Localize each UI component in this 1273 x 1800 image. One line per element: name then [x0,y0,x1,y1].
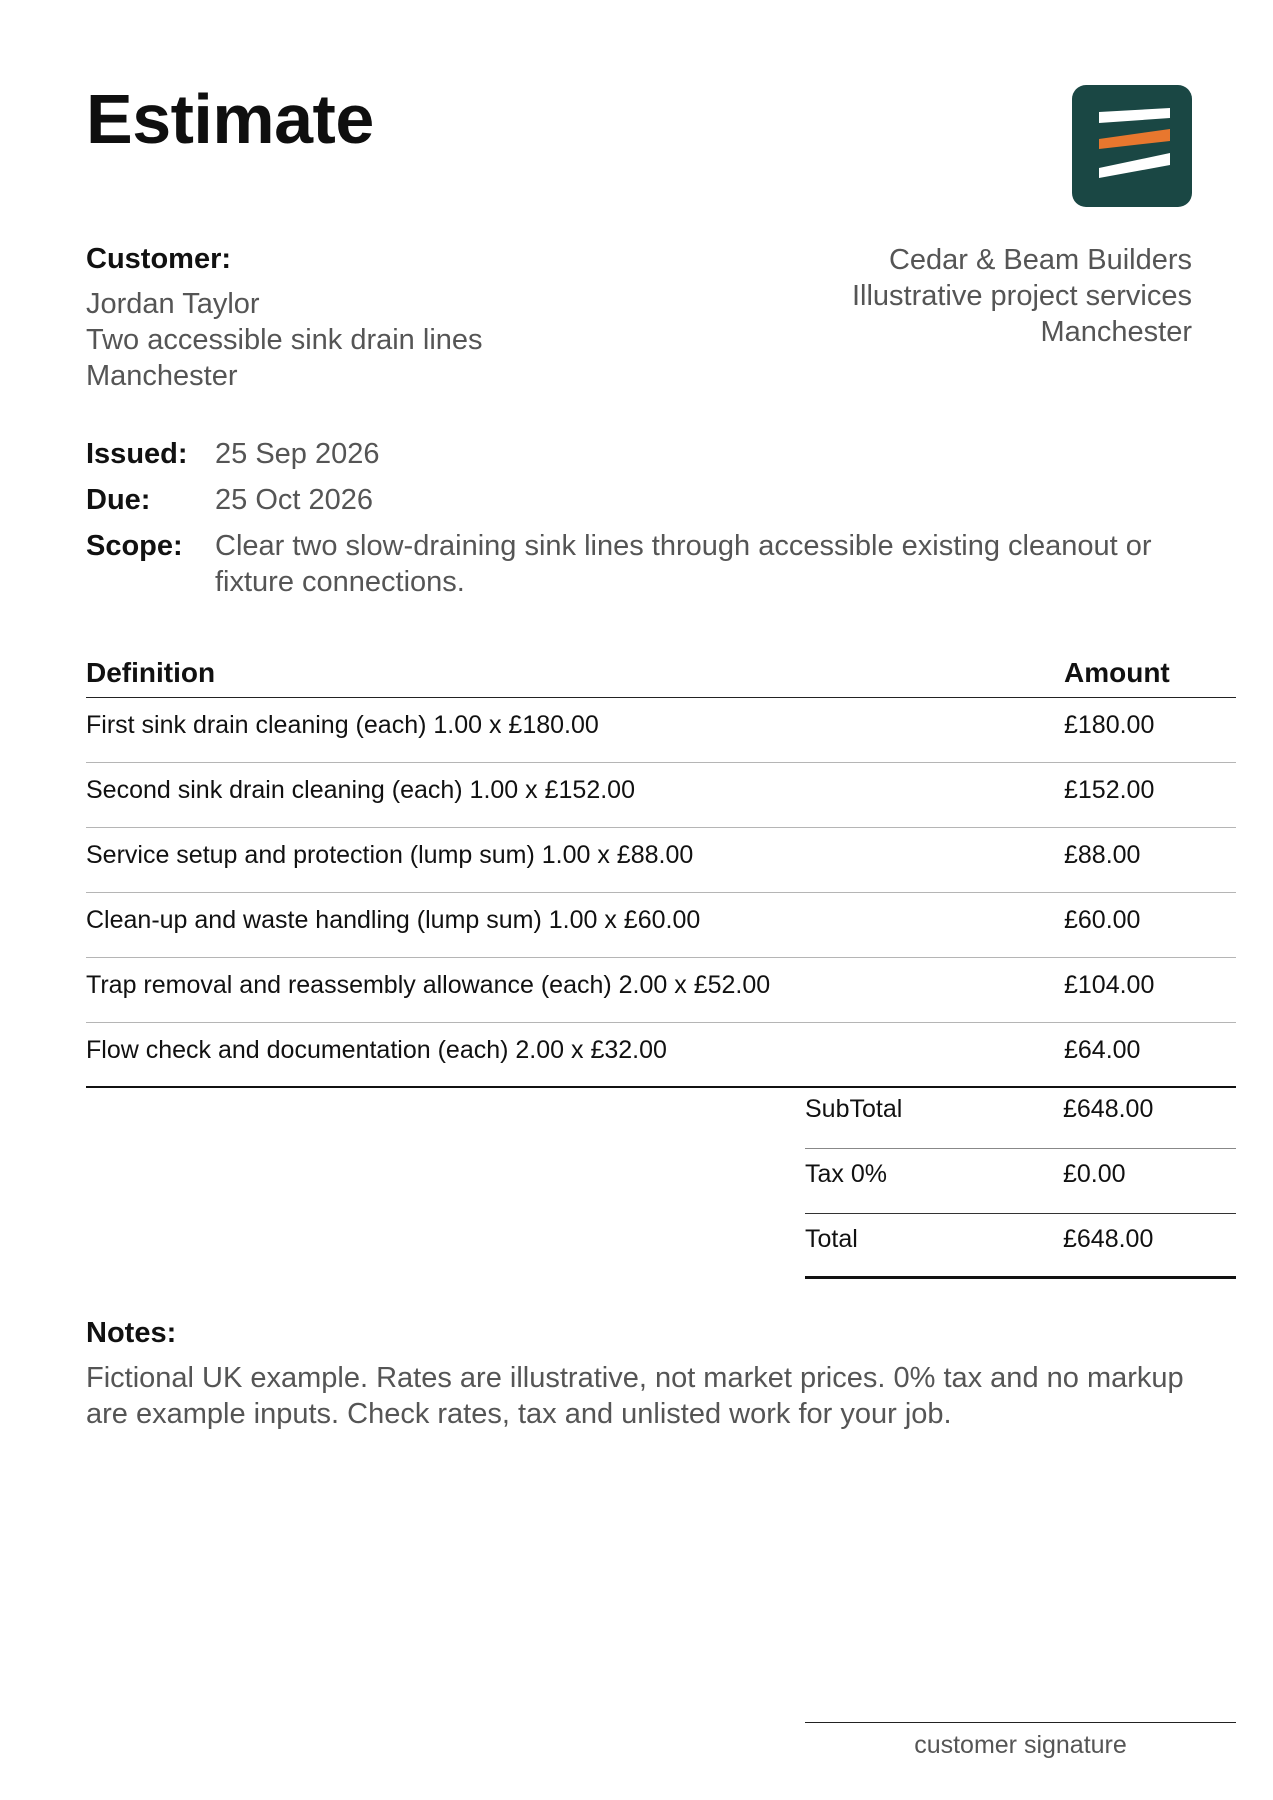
line-item-amount: £104.00 [1064,971,1155,999]
company-logo [1072,85,1192,207]
total-row [805,1214,1236,1279]
totals-block [805,1084,1236,1279]
customer-block [86,242,686,394]
line-item-description: Service setup and protection (lump sum) 1.00 x £88.00 [86,841,694,869]
tax-label: Tax 0% [805,1160,887,1188]
table-row [86,893,1236,958]
signature-label: customer signature [914,1731,1127,1759]
business-name: Cedar & Beam Builders [888,244,1192,276]
customer-city: Manchester [86,360,238,392]
scope-row [86,528,1236,600]
layered-stripes-logo-icon [1072,85,1192,207]
customer-name: Jordan Taylor [86,288,260,320]
due-row [86,482,1236,518]
line-item-amount: £152.00 [1064,776,1155,804]
notes-text: Fictional UK example. Rates are illustrative, not market prices. 0% tax and no markup are example inputs. Check rates, tax and unlisted work for your job. [86,1362,1184,1430]
issued-label: Issued: [86,438,188,470]
due-value: 25 Oct 2026 [215,484,373,516]
table-row [86,958,1236,1023]
subtotal-label: SubTotal [805,1095,903,1123]
customer-label: Customer: [86,243,232,275]
table-header [86,654,1236,698]
issued-value: 25 Sep 2026 [215,438,380,470]
table-row [86,1023,1236,1088]
notes-label: Notes: [86,1317,177,1349]
definition-column-header: Definition [86,657,216,688]
line-item-description: Flow check and documentation (each) 2.00 x £32.00 [86,1036,667,1064]
subtotal-value: £648.00 [1063,1095,1154,1123]
due-label: Due: [86,484,151,516]
tax-value: £0.00 [1063,1160,1126,1188]
business-block [692,242,1192,350]
table-row [86,828,1236,893]
line-item-description: Trap removal and reassembly allowance (each) 2.00 x £52.00 [86,971,771,999]
table-row [86,763,1236,828]
estimate-meta [86,436,1236,610]
line-item-description: Clean-up and waste handling (lump sum) 1.00 x £60.00 [86,906,701,934]
table-row [86,698,1236,763]
line-items-table [86,654,1236,1088]
customer-project: Two accessible sink drain lines [86,324,483,356]
business-city: Manchester [1040,316,1192,348]
total-value: £648.00 [1063,1225,1154,1253]
notes-block [86,1316,1216,1432]
scope-value: Clear two slow-draining sink lines through accessible existing cleanout or fixture connections. [215,530,1152,598]
total-label: Total [805,1225,858,1253]
signature-line [805,1722,1236,1760]
subtotal-row [805,1084,1236,1149]
business-tagline: Illustrative project services [851,280,1192,312]
line-item-description: First sink drain cleaning (each) 1.00 x £180.00 [86,711,599,739]
line-item-amount: £64.00 [1064,1036,1141,1064]
line-item-amount: £88.00 [1064,841,1141,869]
scope-label: Scope: [86,530,183,562]
document-title: Estimate [86,80,374,158]
amount-column-header: Amount [1064,657,1170,688]
tax-row [805,1149,1236,1214]
issued-row [86,436,1236,472]
line-item-amount: £60.00 [1064,906,1141,934]
line-item-description: Second sink drain cleaning (each) 1.00 x £152.00 [86,776,635,804]
line-item-amount: £180.00 [1064,711,1155,739]
